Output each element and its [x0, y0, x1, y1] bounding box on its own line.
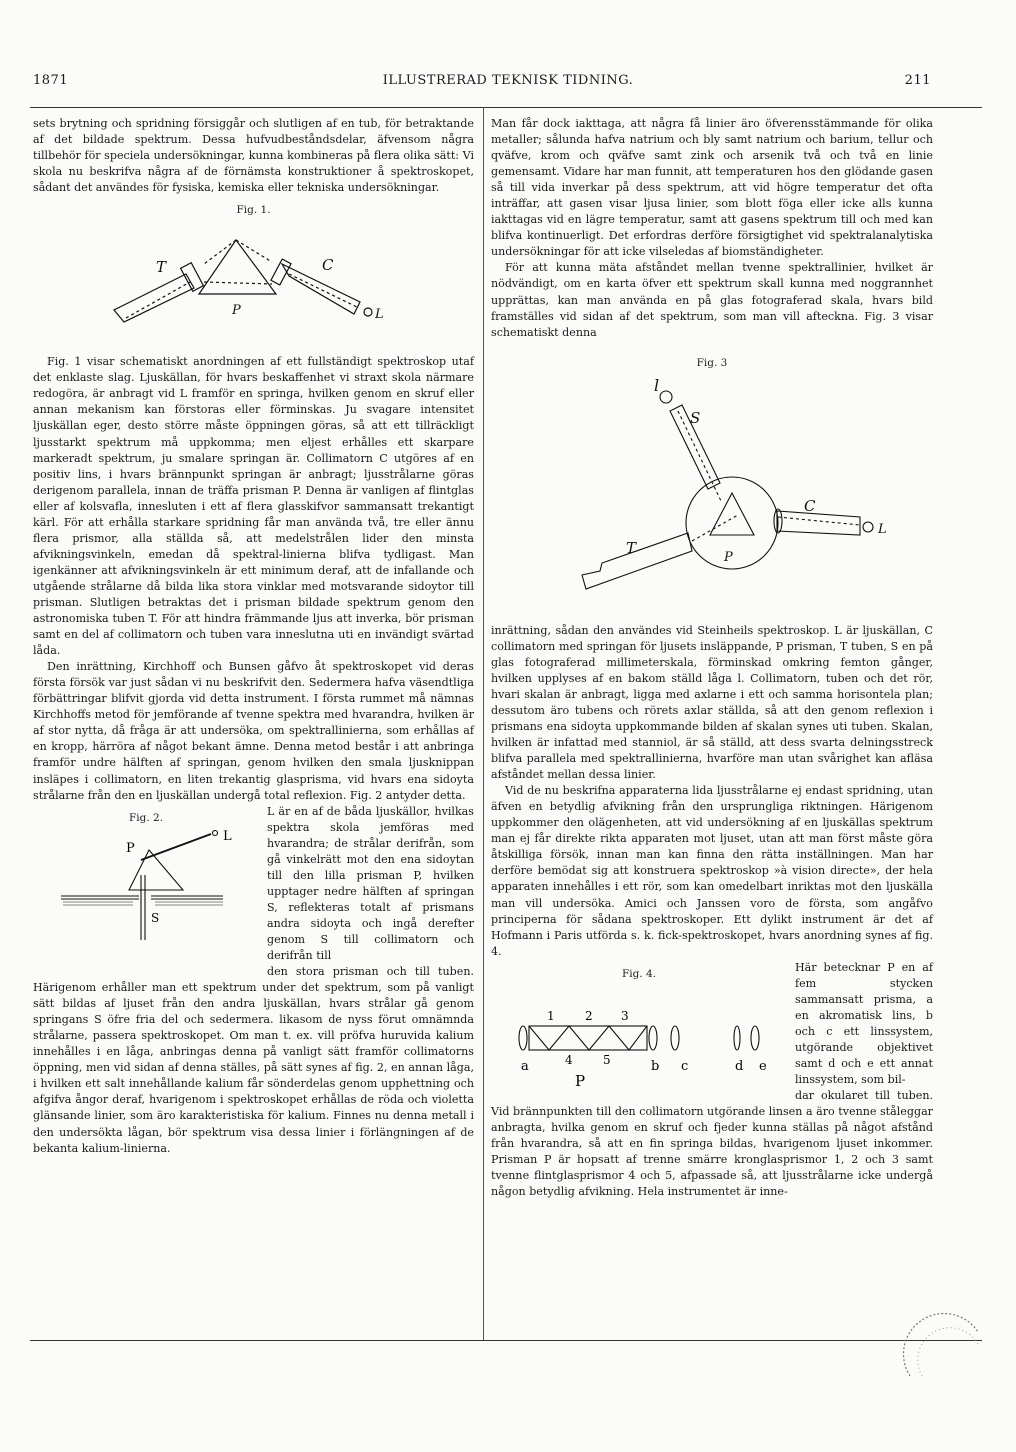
fig4-box	[491, 960, 787, 1098]
fig4-label-d: d	[735, 1058, 744, 1074]
fig3-collimator	[777, 511, 860, 535]
fig2-small-prism	[129, 850, 183, 890]
fig4-lens-b	[649, 1026, 657, 1050]
fig2-label-l: L	[223, 828, 232, 844]
right-paragraph-3: inrättning, sådan den användes vid Steinheils spektroskop. L är ljuskällan, C collimatorn med springan för ljusets insläppande, P prisman, T tuben, S en på glas fotograferad millimeterskala, förminskad omkring femton gånger, hvilken upplyses af en bakom ställd låga l. Collimatorn, tuben och det rör, hvari skalan är anbragt, ligga med axlarne i ett och samma horisontela plan; dessutom äro tubens och rörets axlar ställda, så att den genom reflexion i prismans ena sidoyta uppkommande bilden af skalan synes uti tuben. Skalan, hvilken är infattad med stanniol, är så ställd, att dess svarta delningsstreck blifva parallela med spektrallinierna, hvarföre man utan svårighet kan afläsa afståndet mellan dessa linier.	[491, 623, 933, 782]
fig2-label-s: S	[151, 910, 160, 925]
left-paragraph-4-wrap: L är en af de båda ljuskällor, hvilkas spektra skola jemföras med hvarandra; de strålar derifrån, som gå vinkelrätt mot den ena sidoytan till den lilla prisman P, hvilken upptager nedre hälften af springan S, reflekteras totalt af prismans andra sidoyta och ingå derefter genom S till collimatorn och derifrån till	[267, 804, 474, 963]
fig3-steinheil-spectroscope-diagram	[542, 375, 887, 617]
fig3-flame	[660, 391, 672, 403]
fig4-label-b: b	[651, 1058, 660, 1074]
fig1-light-source	[364, 308, 372, 316]
right-paragraph-2: För att kunna mäta afståndet mellan tvenne spektrallinier, hvilket är nödvändigt, om en karta öfver ett spektrum skall kunna med noggrannhet upprättas, kan man använda en på glas fotograferad skala, hvars bild framställes vid sidan af det spektrum, som man vill afteckna. Fig. 3 visar schematiskt denna	[491, 261, 933, 339]
fig4-lens-a	[519, 1026, 527, 1050]
fig1-spectroscope-diagram	[104, 222, 404, 354]
fig3-prism	[710, 493, 754, 535]
fig3-label-p: P	[724, 549, 733, 565]
fig4-lens-d	[734, 1026, 740, 1050]
left-paragraph-2: Fig. 1 visar schematiskt anordningen af ett fullständigt spektroskop utaf det enklaste slag. Ljuskällan, för hvars beskaffenhet vi straxt skola närmare redogöra, är anbragt vid L framför en springa, hvilken genom en skruf eller annan mekanism kan förstoras eller förminskas. Ju svagare intensitet ljuskällan eger, desto större måste öppningen göras, så att ett tillräckligt ljusstarkt spektrum må uppkomma; men eljest erhålles ett skarpare markeradt spektrum, ju smalare springan är. Collimatorn C utgöres af en positiv lins, i hvars brännpunkt springan är anbragt; ljusstrålarne göras derigenom parallela, innan de träffa prisman P. Denna är vanligen af flintglas eller af kolsvafla, innesluten i ett af flera glasskifvor sammansatt trekantigt kärl. För att erhålla starkare spridning får man använda två, tre eller ännu flera prismor, alla ställda så, att medelstrålen lider den minsta afvikningsvinkeln, emedan då spektral-linierna blifva tydligast. Man igenkänner att afvikningsvinkeln är ett minimum deraf, att de infallande och utgående strålarne då bilda lika stora vinklar med motsvarande sidoytor till prisman. Slutligen betraktas det i prisman bildade spektrum genom den astronomiska tuben T. För att hindra främmande ljus att inverka, bör prisman samt en del af collimatorn och tuben vara inneslutna uti en invändigt svärtad låda.	[33, 355, 474, 658]
fig2-caption: Fig. 2.	[128, 811, 164, 824]
fig4-label-c: c	[681, 1058, 689, 1074]
right-column	[491, 116, 933, 1200]
fig2-comparison-prism-diagram	[33, 830, 259, 970]
bottom-rule	[30, 1340, 982, 1341]
fig1-prism	[199, 240, 276, 294]
fig1-caption: Fig. 1.	[236, 204, 271, 217]
fig4-label-e: e	[759, 1058, 767, 1074]
fig1-label-l: L	[374, 307, 384, 323]
right-paragraph-4: Vid de nu beskrifna apparaterna lida ljusstrålarne ej endast spridning, utan äfven en betydlig afvikning från den ursprungliga riktningen. Härigenom uppkommer den olägenheten, att vid undersökning af en ljuskällas spektrum man ej får direkte rikta apparaten mot ljuset, utan att man först måste göra åtskilliga försök, innan man kan finna den rätta inställningen. Man har derföre bemödat sig att konstruera spektroskop »à vision directe», der hela apparaten innehålles i ett rör, som kan omedelbart inriktas mot den ljuskälla man vill undersöka. Amici och Janssen voro de första, som angåfvo principerna för sådana spektroskoper. Ett dylikt instrument är det af Hofmann i Paris utförda s. k. fick-spektroskopet, hvars anordning synes af fig. 4.	[491, 784, 933, 958]
fig4-label-a: a	[521, 1058, 529, 1074]
left-paragraph-1: sets brytning och spridning försiggår och slutligen af en tub, för betraktande af det bildade spektrum. Dessa hufvudbeståndsdelar, äfvensom några tillbehör för speciela undersökningar, kunna kombineras på flera olika sätt: Vi skola nu beskrifva några af de förnämsta konstruktioner å spektroskopet, sådant det användes för fysiska, kemiska eller tekniska undersökningar.	[33, 117, 474, 195]
right-paragraph-1: Man får dock iakttaga, att några få linier äro öfverensstämmande för olika metaller; sålunda hafva natrium och bly samt natrium och barium, tellur och qväfve, krom och qväfve samt zink och arsenik två och två en linie gemensamt. Vidare har man funnit, att temperaturen hos den glödande gasen så till vida inverkar på dess spektrum, att vid högre temperatur det ofta inträffar, att gasen visar ljusa linier, som blott föga eller icke alls kunna iakttagas vid en lägre temperatur, samt att gasens spektrum till och med kan blifva kontinuerligt. Det erfordras derföre försigtighet vid spektralanalytiska undersökningar för att icke vilseledas af biomständigheter.	[491, 117, 933, 259]
fig3-telescope-tube	[582, 533, 692, 589]
fig4-label-3: 3	[621, 1008, 629, 1023]
fig3-light-source	[863, 522, 873, 532]
fig4-pocket-spectroscope-diagram	[491, 986, 787, 1098]
fig2-label-p: P	[126, 840, 135, 856]
fig1-label-t: T	[155, 258, 166, 277]
fig1-telescope-tube	[114, 274, 194, 322]
fig4-lens-c	[671, 1026, 679, 1050]
fig4-caption: Fig. 4.	[621, 967, 657, 980]
fig3-label-t: T	[626, 538, 637, 557]
right-paragraph-5-rest: dar okularet till tuben. Vid brännpunkten till den collimatorn utgörande linsen a äro tvenne ståleggar anbragta, hvilka genom en skruf och fjeder kunna ställas på något afstånd från hvarandra, så att en fin springa bildas, hvarigenom ljuset inkommer. Prisman P är hopsatt af trenne smärre kronglasprismor 1, 2 och 3 samt tvenne flintglasprismor 4 och 5, afpassade så, att ljusstrålarne icke undergå någon betydlig afvikning. Hela instrumentet är inne-	[491, 1089, 933, 1199]
fig3-label-c: C	[804, 496, 816, 515]
fig1-label-c: C	[321, 256, 333, 275]
fig4-lens-e	[751, 1026, 759, 1050]
fig3-label-l: L	[878, 521, 887, 537]
fig4-label-5: 5	[603, 1052, 611, 1067]
header-page-number: 211	[904, 73, 931, 88]
header-year: 1871	[33, 73, 69, 88]
fig3-label-l-small: l	[654, 375, 660, 395]
left-paragraph-4-rest: den stora prisman och till tuben. Härigenom erhåller man ett spektrum under det spektrum, som på vanligt sätt bildas af ljuset från den andra ljuskällan, hvars strålar gå genom springans S öfre fria del och sedermera. likasom de nyss förut omnämnda strålarne, passera spektroskopet. Om man t. ex. vill pröfva huruvida kalium innehålles i en låga, anbringas denna på vanligt sätt framför collimatorns öppning, men vid sidan af denna ställes, på sätt synes af fig. 2, en annan låga, i hvilken ett salt innehållande kalium får sönderdelas genom upphettning och afgifva ångor deraf, hvarigenom i spektroskopet erhållas de röda och violetta glänsande linier, som äro karakteristiska för kalium. Finnes nu denna metall i den undersökta lågan, bör spektrum visa dessa linier i förlängningen af de bekanta kalium-linierna.	[33, 965, 474, 1155]
fig1-collimator	[282, 264, 360, 314]
fig3-label-s: S	[690, 408, 701, 427]
column-divider	[483, 107, 484, 1340]
fig2-box	[33, 804, 259, 968]
left-column	[33, 116, 474, 1157]
fig1-label-p: P	[231, 303, 241, 319]
fig4-label-p: P	[575, 1071, 586, 1090]
header-journal-title: ILLUSTRERAD TEKNISK TIDNING.	[382, 73, 634, 88]
fig3-caption: Fig. 3	[696, 356, 728, 369]
top-rule	[30, 107, 982, 108]
library-stamp-icon	[900, 1318, 980, 1378]
fig4-label-1: 1	[547, 1008, 555, 1023]
fig4-label-2: 2	[585, 1008, 593, 1023]
fig4-label-4: 4	[565, 1052, 573, 1067]
right-paragraph-5-wrap: Här betecknar P en af fem stycken sammansatt prisma, a en akromatisk lins, b och c ett linssystem, utgörande objektivet samt d och e ett annat linssystem, som bil-	[795, 960, 933, 1087]
left-paragraph-3: Den inrättning, Kirchhoff och Bunsen gåfvo åt spektroskopet vid deras första försök var just sådan vi nu beskrifvit den. Sedermera hafva väsendtliga förbättringar blifvit gjorda vid detta instrument. I första rummet må nämnas Kirchhoffs metod för jemförande af tvenne spektra med hvarandra, hvilken är af stor nytta, då fråga är att undersöka, om spektrallinierna, som erhållas af en kropp, härröra af något bekant ämne. Denna metod består i att anbringa framför undre hälften af springan, genom hvilken den smala ljusknippan insläpes i collimatorn, en liten trekantig glasprisma, vid hvars ena sidoyta strålarne från den en ljuskällan undergå total reflexion. Fig. 2 antyder detta.	[33, 660, 474, 802]
